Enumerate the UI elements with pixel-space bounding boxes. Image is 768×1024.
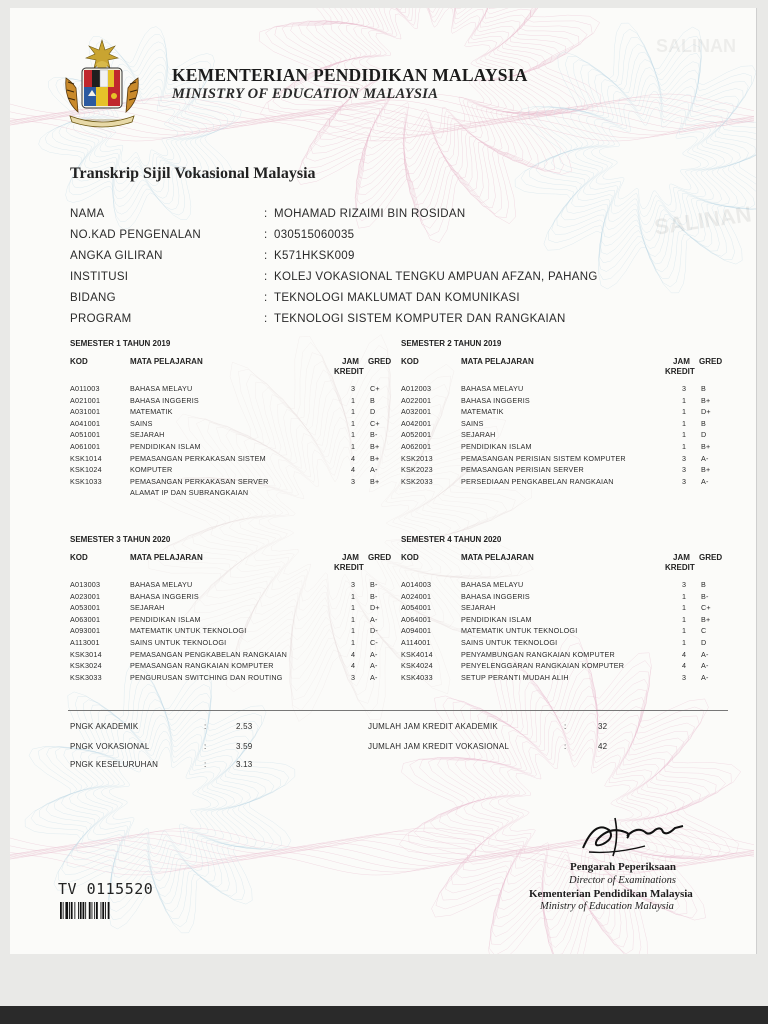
- semester-title: SEMESTER 4 TAHUN 2020: [401, 535, 502, 544]
- subject-code: A114001: [401, 638, 431, 647]
- column-header-gred: GRED: [699, 553, 723, 562]
- semester-title: SEMESTER 2 TAHUN 2019: [401, 339, 502, 348]
- grade: B+: [370, 477, 380, 486]
- subject-name: PENDIDIKAN ISLAM: [130, 615, 201, 624]
- column-header-jam: JAM: [673, 357, 690, 366]
- column-header-subject: MATA PELAJARAN: [130, 357, 203, 366]
- subject-name: PENDIDIKAN ISLAM: [130, 442, 201, 451]
- subject-code: A063001: [70, 615, 101, 624]
- subject-code: A053001: [70, 603, 101, 612]
- grade: A-: [701, 454, 709, 463]
- watermark-text-top: SALINAN: [656, 36, 736, 56]
- credit-hours: 1: [351, 592, 356, 601]
- subject-name: PEMASANGAN PERKAKASAN SISTEM: [130, 454, 266, 463]
- credit-hours: 1: [351, 419, 356, 428]
- info-label: PROGRAM: [70, 313, 132, 325]
- info-label: NAMA: [70, 208, 105, 220]
- document-title: Transkrip Sijil Vokasional Malaysia: [70, 165, 316, 182]
- credit-hours: 1: [351, 407, 356, 416]
- signatory-role: Director of Examinations: [569, 875, 676, 886]
- subject-code: A032001: [401, 407, 432, 416]
- director-signature: [575, 808, 695, 860]
- subject-name: PENYAMBUNGAN RANGKAIAN KOMPUTER: [461, 650, 615, 659]
- credit-hours: 1: [351, 638, 356, 647]
- subject-name: MATEMATIK: [130, 407, 173, 416]
- subject-code: KSK3014: [70, 650, 102, 659]
- grade: D: [370, 407, 376, 416]
- subject-name: PENYELENGGARAN RANGKAIAN KOMPUTER: [461, 661, 625, 670]
- column-header-jam: JAM: [342, 357, 359, 366]
- credit-hours: 3: [351, 477, 356, 486]
- grade: B+: [370, 442, 380, 451]
- subject-code: KSK2013: [401, 454, 433, 463]
- info-separator: :: [264, 250, 268, 262]
- subject-code: KSK1024: [70, 465, 102, 474]
- grade: A-: [701, 477, 709, 486]
- subject-code: A094001: [401, 626, 432, 635]
- info-label: ANGKA GILIRAN: [70, 250, 163, 262]
- summary-separator: :: [204, 722, 207, 731]
- subject-name: PENDIDIKAN ISLAM: [461, 615, 532, 624]
- subject-name-continued: ALAMAT IP DAN SUBRANGKAIAN: [130, 488, 249, 497]
- credit-hours: 3: [682, 384, 687, 393]
- info-label: INSTITUSI: [70, 271, 129, 283]
- column-header-kredit: KREDIT: [665, 367, 695, 376]
- subject-code: A012003: [401, 384, 432, 393]
- subject-code: A064001: [401, 615, 432, 624]
- subject-name: MATEMATIK UNTUK TEKNOLOGI: [130, 626, 247, 635]
- subject-code: A042001: [401, 419, 432, 428]
- credit-hours: 1: [351, 603, 356, 612]
- subject-name: BAHASA MELAYU: [130, 384, 193, 393]
- grade: A-: [701, 650, 709, 659]
- grade: C+: [701, 603, 711, 612]
- grade: B: [701, 419, 706, 428]
- signatory-title: Pengarah Peperiksaan: [570, 861, 677, 873]
- grade: A-: [370, 615, 378, 624]
- subject-name: SEJARAH: [130, 430, 165, 439]
- info-separator: :: [264, 271, 268, 283]
- subject-code: A011003: [70, 384, 100, 393]
- subject-name: SETUP PERANTI MUDAH ALIH: [461, 673, 569, 682]
- credit-hours: 1: [682, 430, 687, 439]
- subject-name: MATEMATIK: [461, 407, 504, 416]
- credit-hours: 1: [682, 396, 687, 405]
- signatory-org-english: Ministry of Education Malaysia: [540, 901, 674, 912]
- credit-hours: 1: [682, 603, 687, 612]
- semester-title: SEMESTER 3 TAHUN 2020: [70, 535, 171, 544]
- column-header-subject: MATA PELAJARAN: [461, 357, 534, 366]
- subject-code: KSK3024: [70, 661, 102, 670]
- grade: A-: [370, 673, 378, 682]
- credit-hours: 3: [682, 454, 687, 463]
- credit-hours: 4: [351, 454, 356, 463]
- summary-divider: [68, 710, 728, 711]
- grade: B: [370, 396, 375, 405]
- grade: D: [701, 430, 707, 439]
- column-header-subject: MATA PELAJARAN: [130, 553, 203, 562]
- credit-hours: 3: [351, 673, 356, 682]
- summary-label: JUMLAH JAM KREDIT AKADEMIK: [368, 722, 498, 731]
- grade: A-: [701, 673, 709, 682]
- grade: C-: [370, 638, 378, 647]
- credit-hours: 4: [351, 650, 356, 659]
- credit-hours: 1: [351, 615, 356, 624]
- info-value: TEKNOLOGI SISTEM KOMPUTER DAN RANGKAIAN: [274, 313, 566, 325]
- column-header-subject: MATA PELAJARAN: [461, 553, 534, 562]
- info-value: 030515060035: [274, 229, 355, 241]
- subject-code: A031001: [70, 407, 101, 416]
- column-header-gred: GRED: [368, 357, 392, 366]
- grade: C: [701, 626, 707, 635]
- credit-hours: 4: [351, 661, 356, 670]
- subject-code: KSK2023: [401, 465, 433, 474]
- grade: C+: [370, 419, 380, 428]
- grade: A-: [370, 465, 378, 474]
- grade: B+: [701, 442, 711, 451]
- subject-code: A093001: [70, 626, 101, 635]
- credit-hours: 1: [682, 419, 687, 428]
- grade: B+: [701, 615, 711, 624]
- info-value: K571HKSK009: [274, 250, 355, 262]
- summary-label: PNGK KESELURUHAN: [70, 760, 159, 769]
- credit-hours: 1: [351, 430, 356, 439]
- subject-name: BAHASA MELAYU: [461, 384, 524, 393]
- column-header-gred: GRED: [699, 357, 723, 366]
- coat-of-arms-icon: [60, 38, 144, 130]
- subject-code: A041001: [70, 419, 101, 428]
- credit-hours: 1: [351, 626, 356, 635]
- ministry-name-malay: KEMENTERIAN PENDIDIKAN MALAYSIA: [172, 65, 528, 85]
- subject-code: A054001: [401, 603, 432, 612]
- info-value: MOHAMAD RIZAIMI BIN ROSIDAN: [274, 208, 466, 220]
- semester-title: SEMESTER 1 TAHUN 2019: [70, 339, 171, 348]
- summary-separator: :: [564, 722, 567, 731]
- subject-name: MATEMATIK UNTUK TEKNOLOGI: [461, 626, 578, 635]
- column-header-kod: KOD: [70, 357, 88, 366]
- guilloche-rosette: [515, 23, 756, 293]
- grade: D-: [370, 626, 378, 635]
- subject-code: A052001: [401, 430, 432, 439]
- summary-label: PNGK AKADEMIK: [70, 722, 139, 731]
- grade: B+: [701, 396, 711, 405]
- grade: B-: [370, 430, 378, 439]
- subject-name: SAINS UNTUK TEKNOLOGI: [130, 638, 227, 647]
- info-label: BIDANG: [70, 292, 116, 304]
- grade: A-: [370, 650, 378, 659]
- summary-separator: :: [204, 760, 207, 769]
- subject-name: SAINS: [130, 419, 153, 428]
- summary-separator: :: [564, 742, 567, 751]
- credit-hours: 1: [682, 615, 687, 624]
- summary-label: JUMLAH JAM KREDIT VOKASIONAL: [368, 742, 510, 751]
- summary-label: PNGK VOKASIONAL: [70, 742, 150, 751]
- grade: C+: [370, 384, 380, 393]
- watermark-text: SALINAN: [652, 201, 753, 240]
- subject-name: SAINS: [461, 419, 484, 428]
- info-separator: :: [264, 292, 268, 304]
- credit-hours: 1: [351, 396, 356, 405]
- subject-code: A113001: [70, 638, 100, 647]
- credit-hours: 4: [682, 661, 687, 670]
- subject-code: A014003: [401, 580, 432, 589]
- summary-separator: :: [204, 742, 207, 751]
- column-header-kod: KOD: [401, 553, 419, 562]
- subject-name: KOMPUTER: [130, 465, 173, 474]
- grade: D+: [701, 407, 711, 416]
- scan-edge-strip: [0, 1006, 768, 1024]
- subject-code: A051001: [70, 430, 101, 439]
- grade: B: [701, 384, 706, 393]
- transcript-paper: [10, 8, 757, 954]
- subject-name: PEMASANGAN PERISIAN SISTEM KOMPUTER: [461, 454, 626, 463]
- signatory-org-malay: Kementerian Pendidikan Malaysia: [529, 888, 693, 900]
- credit-hours: 3: [351, 384, 356, 393]
- subject-name: BAHASA MELAYU: [461, 580, 524, 589]
- subject-name: PEMASANGAN RANGKAIAN KOMPUTER: [130, 661, 274, 670]
- credit-hours: 1: [682, 442, 687, 451]
- column-header-kredit: KREDIT: [334, 367, 364, 376]
- column-header-kod: KOD: [70, 553, 88, 562]
- credit-hours: 3: [682, 465, 687, 474]
- subject-code: KSK1033: [70, 477, 102, 486]
- grade: B: [701, 580, 706, 589]
- subject-name: PENDIDIKAN ISLAM: [461, 442, 532, 451]
- column-header-kredit: KREDIT: [334, 563, 364, 572]
- credit-hours: 1: [682, 626, 687, 635]
- subject-name: SEJARAH: [461, 603, 496, 612]
- column-header-kredit: KREDIT: [665, 563, 695, 572]
- info-separator: :: [264, 208, 268, 220]
- summary-value: 2.53: [236, 722, 253, 731]
- info-value: KOLEJ VOKASIONAL TENGKU AMPUAN AFZAN, PAHANG: [274, 271, 598, 283]
- credit-hours: 3: [351, 580, 356, 589]
- ministry-name-english: MINISTRY OF EDUCATION MALAYSIA: [172, 86, 439, 102]
- subject-name: BAHASA MELAYU: [130, 580, 193, 589]
- grade: B-: [370, 580, 378, 589]
- subject-name: BAHASA INGGERIS: [130, 396, 199, 405]
- serial-number: TV 0115520: [58, 880, 154, 898]
- subject-code: KSK3033: [70, 673, 102, 682]
- subject-code: A023001: [70, 592, 101, 601]
- grade: B+: [370, 454, 380, 463]
- subject-code: KSK4024: [401, 661, 433, 670]
- column-header-jam: JAM: [673, 553, 690, 562]
- credit-hours: 4: [682, 650, 687, 659]
- subject-name: BAHASA INGGERIS: [461, 396, 530, 405]
- grade: B-: [370, 592, 378, 601]
- credit-hours: 3: [682, 477, 687, 486]
- grade: B-: [701, 592, 709, 601]
- subject-name: SEJARAH: [461, 430, 496, 439]
- summary-value: 42: [598, 742, 608, 751]
- subject-name: PEMASANGAN PERISIAN SERVER: [461, 465, 584, 474]
- subject-code: A062001: [401, 442, 432, 451]
- info-value: TEKNOLOGI MAKLUMAT DAN KOMUNIKASI: [274, 292, 520, 304]
- subject-name: SAINS UNTUK TEKNOLOGI: [461, 638, 558, 647]
- subject-name: PERSEDIAAN PENGKABELAN RANGKAIAN: [461, 477, 614, 486]
- summary-value: 32: [598, 722, 608, 731]
- info-separator: :: [264, 313, 268, 325]
- info-label: NO.KAD PENGENALAN: [70, 229, 201, 241]
- subject-name: BAHASA INGGERIS: [130, 592, 199, 601]
- credit-hours: 1: [682, 638, 687, 647]
- subject-name: PENGURUSAN SWITCHING DAN ROUTING: [130, 673, 283, 682]
- subject-code: A013003: [70, 580, 101, 589]
- subject-code: A024001: [401, 592, 432, 601]
- grade: A-: [701, 661, 709, 670]
- subject-code: KSK4014: [401, 650, 433, 659]
- subject-code: KSK1014: [70, 454, 102, 463]
- subject-code: KSK2033: [401, 477, 433, 486]
- column-header-gred: GRED: [368, 553, 392, 562]
- subject-name: PEMASANGAN PENGKABELAN RANGKAIAN: [130, 650, 287, 659]
- credit-hours: 3: [682, 580, 687, 589]
- subject-code: KSK4033: [401, 673, 433, 682]
- subject-code: A061001: [70, 442, 101, 451]
- credit-hours: 1: [682, 592, 687, 601]
- grade: A-: [370, 661, 378, 670]
- subject-name: SEJARAH: [130, 603, 165, 612]
- security-barcode: [60, 902, 122, 919]
- credit-hours: 4: [351, 465, 356, 474]
- column-header-kod: KOD: [401, 357, 419, 366]
- summary-value: 3.59: [236, 742, 253, 751]
- summary-value: 3.13: [236, 760, 253, 769]
- subject-code: A021001: [70, 396, 101, 405]
- grade: D+: [370, 603, 380, 612]
- credit-hours: 1: [351, 442, 356, 451]
- subject-name: PEMASANGAN PERKAKASAN SERVER: [130, 477, 269, 486]
- grade: D: [701, 638, 707, 647]
- subject-name: BAHASA INGGERIS: [461, 592, 530, 601]
- column-header-jam: JAM: [342, 553, 359, 562]
- subject-code: A022001: [401, 396, 432, 405]
- info-separator: :: [264, 229, 268, 241]
- grade: B+: [701, 465, 711, 474]
- credit-hours: 1: [682, 407, 687, 416]
- credit-hours: 3: [682, 673, 687, 682]
